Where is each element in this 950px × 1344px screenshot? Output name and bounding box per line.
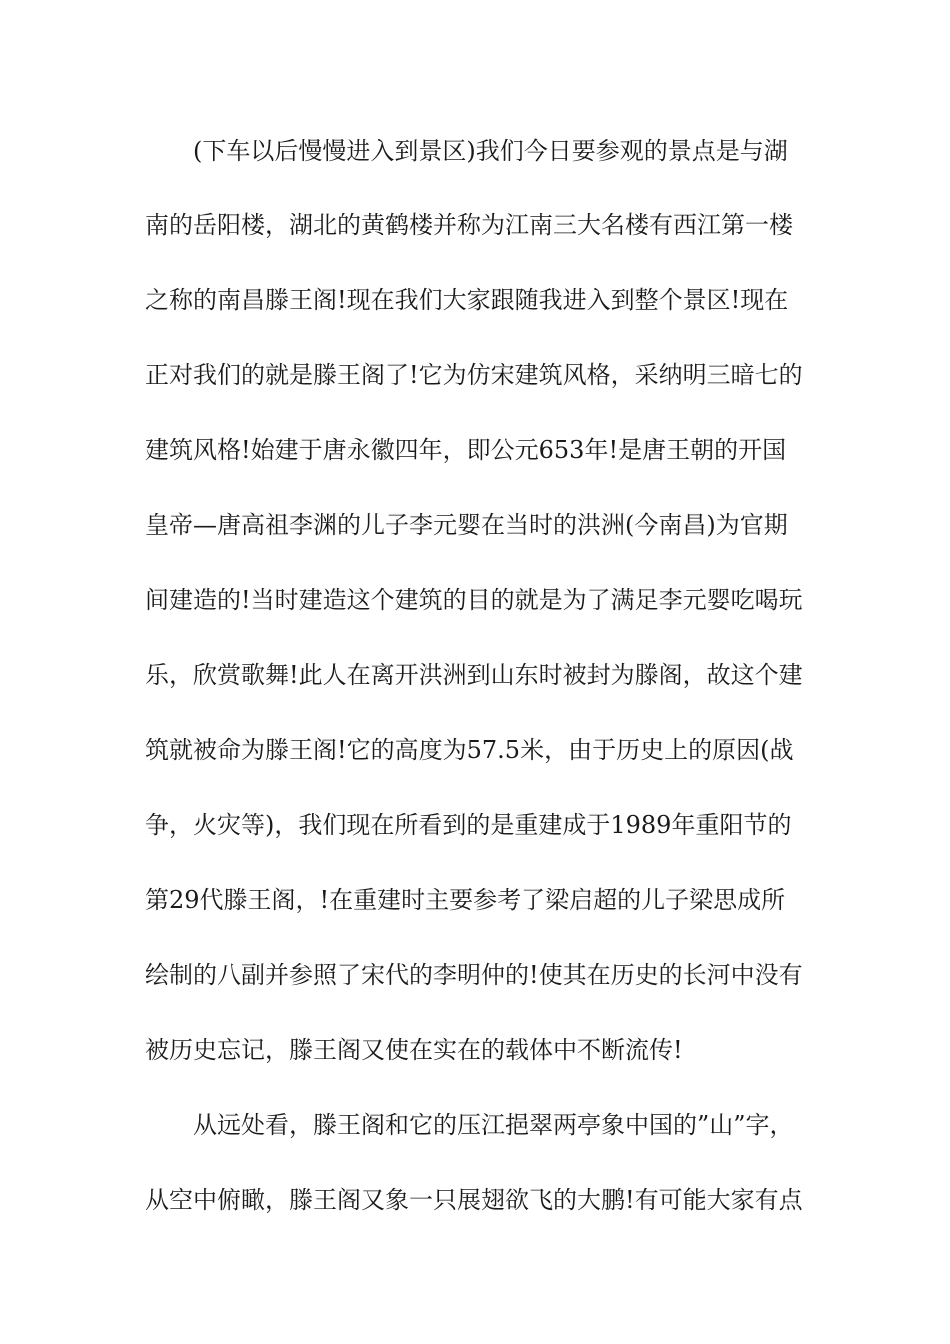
paragraph-1-line-6: 皇帝—唐高祖李渊的儿子李元婴在当时的洪洲(今南昌)为官期 <box>145 511 788 539</box>
paragraph-1-line-8: 乐，欣赏歌舞!此人在离开洪洲到山东时被封为滕阁，故这个建 <box>145 661 803 689</box>
paragraph-1-line-4: 正对我们的就是滕王阁了!它为仿宋建筑风格，采纳明三暗七的 <box>145 361 803 389</box>
paragraph-1-line-2: 南的岳阳楼，湖北的黄鹤楼并称为江南三大名楼有西江第一楼 <box>145 211 793 239</box>
paragraph-1-line-1: (下车以后慢慢进入到景区)我们今日要参观的景点是与湖 <box>193 137 788 165</box>
paragraph-1-line-10: 争，火灾等)，我们现在所看到的是重建成于1989年重阳节的 <box>145 811 792 839</box>
paragraph-2-line-2: 从空中俯瞰，滕王阁又象一只展翅欲飞的大鹏!有可能大家有点 <box>145 1186 803 1214</box>
paragraph-1-line-12: 绘制的八副并参照了宋代的李明仲的!使其在历史的长河中没有 <box>145 961 803 989</box>
paragraph-1-line-13: 被历史忘记，滕王阁又使在实在的载体中不断流传! <box>145 1036 683 1064</box>
paragraph-1-line-7: 间建造的!当时建造这个建筑的目的就是为了满足李元婴吃喝玩 <box>145 586 803 614</box>
paragraph-1-line-5: 建筑风格!始建于唐永徽四年，即公元653年!是唐王朝的开国 <box>145 436 787 464</box>
paragraph-1-line-3: 之称的南昌滕王阁!现在我们大家跟随我进入到整个景区!现在 <box>145 286 789 314</box>
paragraph-2-line-1: 从远处看，滕王阁和它的压江挹翠两亭象中国的”山”字， <box>193 1111 794 1139</box>
paragraph-1-line-9: 筑就被命为滕王阁!它的高度为57.5米，由于历史上的原因(战 <box>145 736 794 764</box>
paragraph-1-line-11: 第29代滕王阁，!在重建时主要参考了梁启超的儿子梁思成所 <box>145 886 786 914</box>
